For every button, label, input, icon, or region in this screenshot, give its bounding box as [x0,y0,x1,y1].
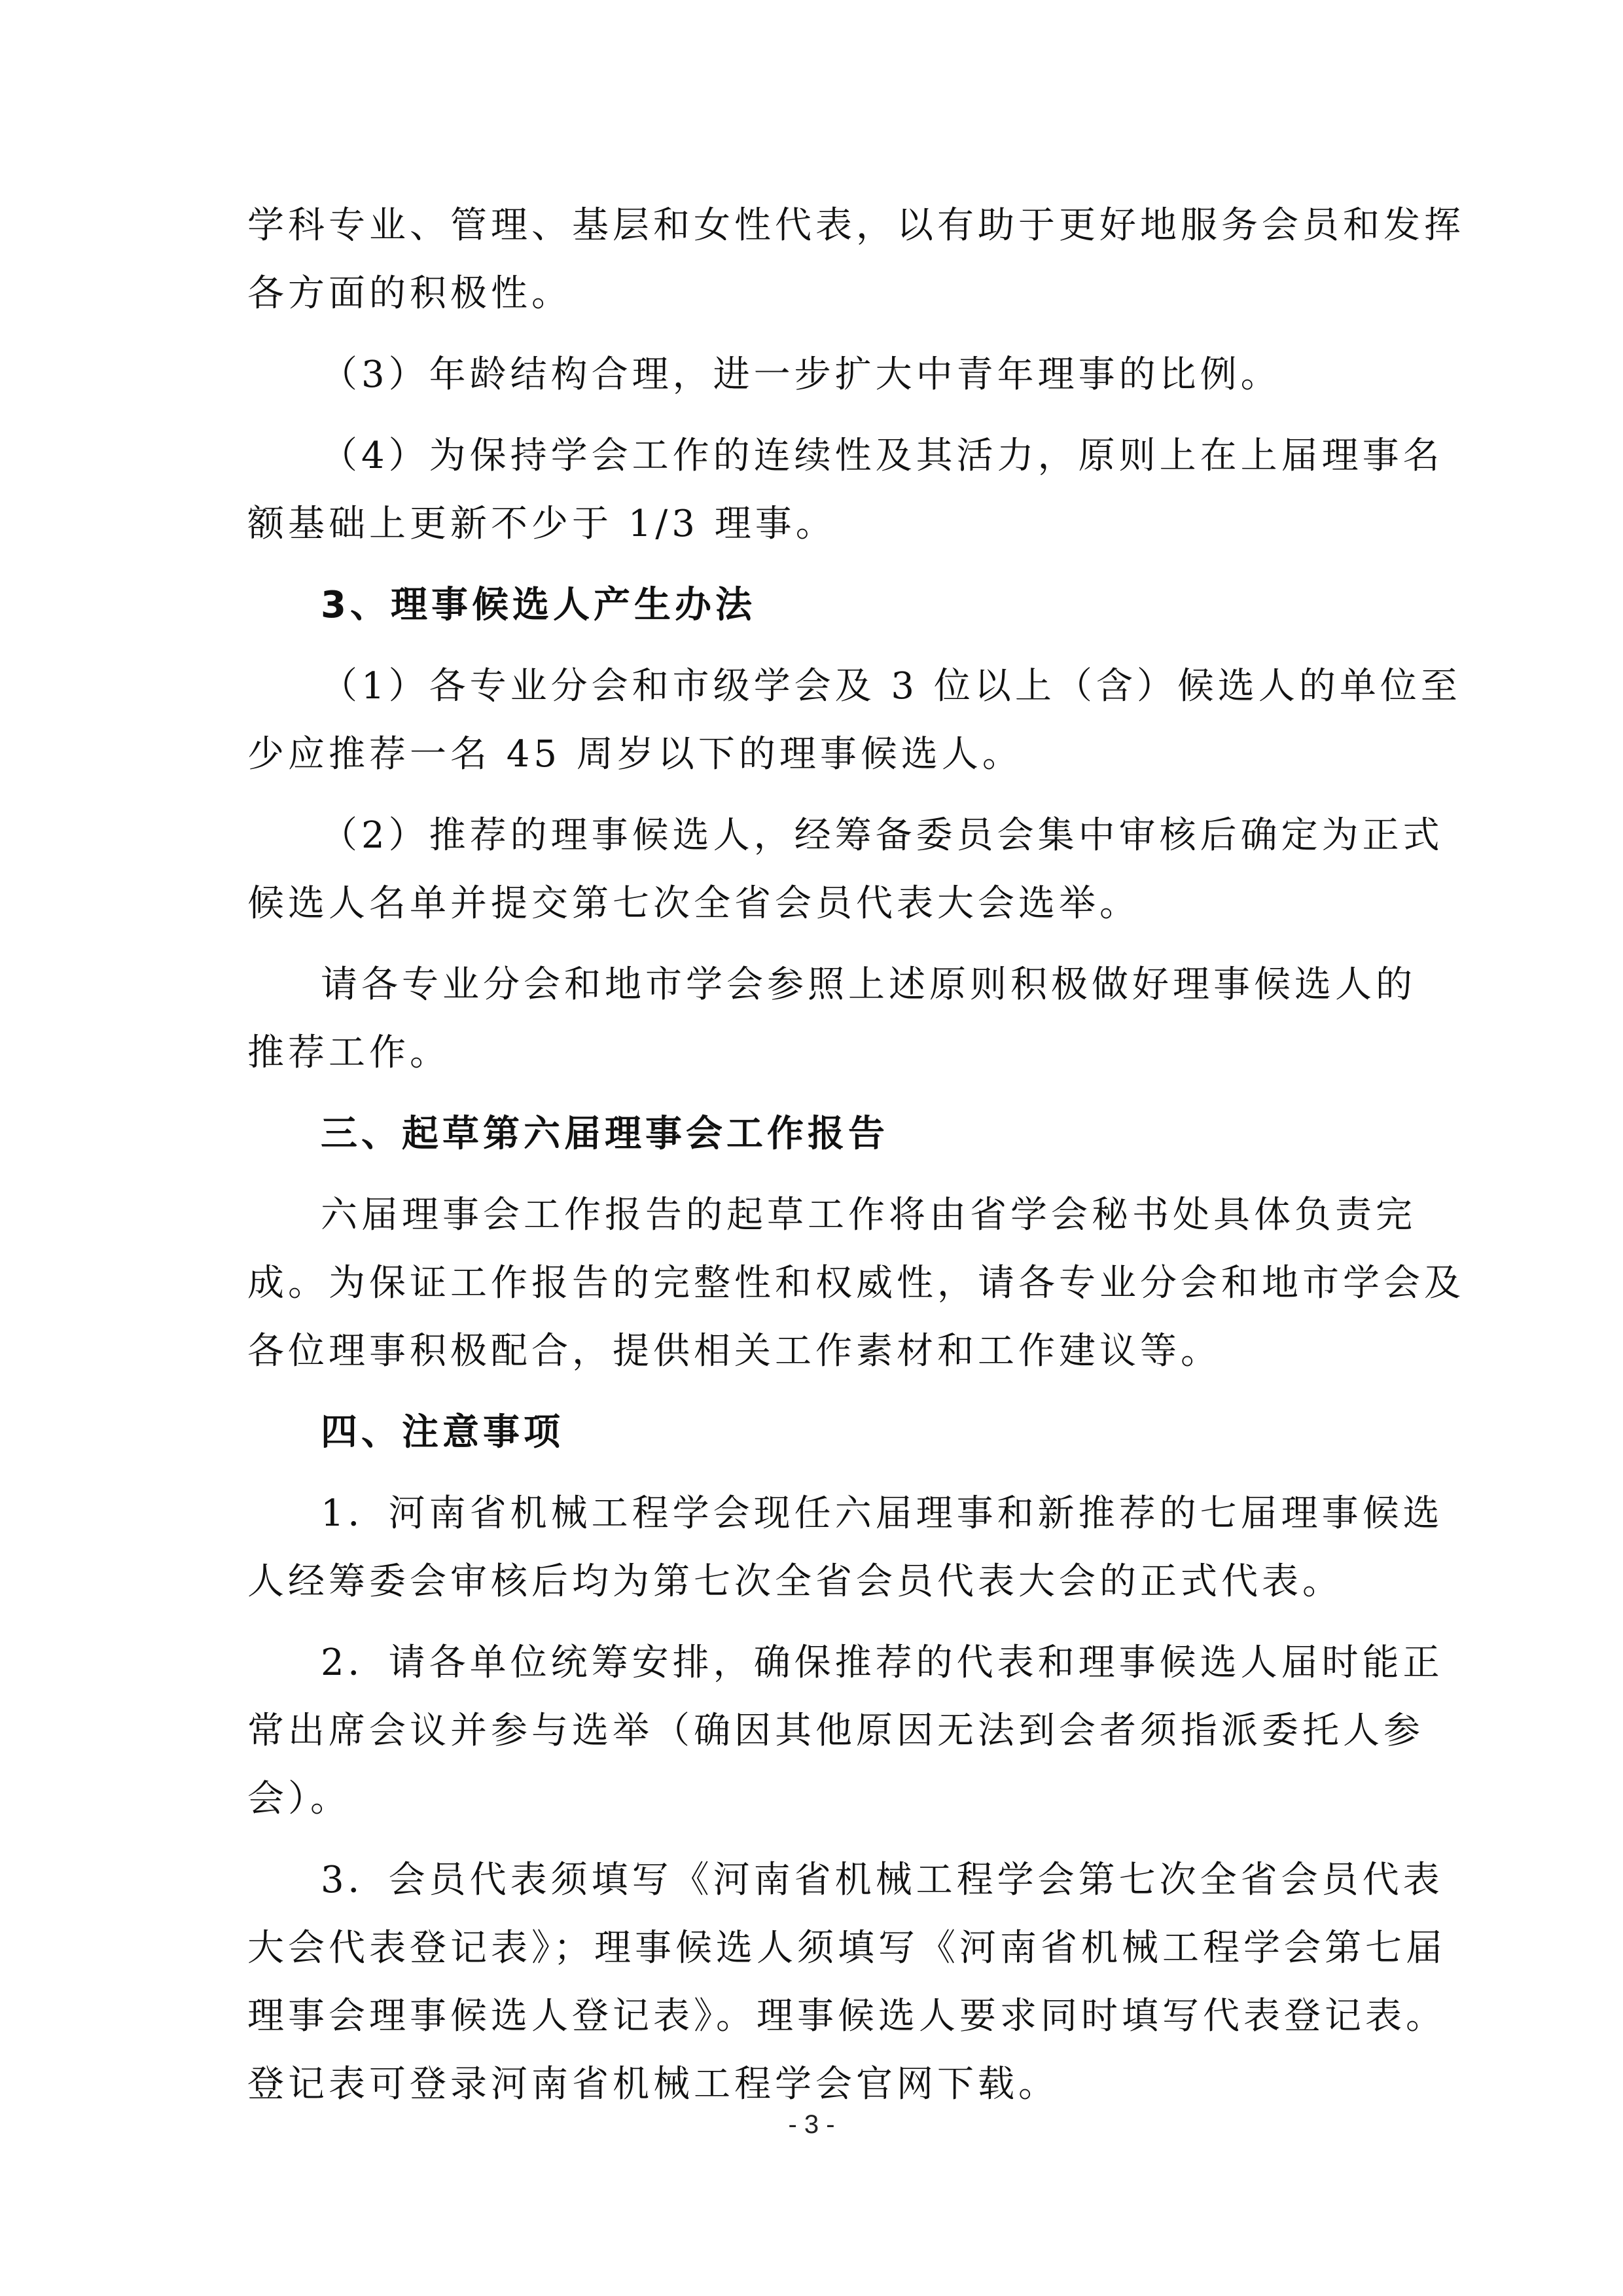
paragraph-line: 少应推荐一名 45 周岁以下的理事候选人。 [247,733,1023,776]
paragraph-line: 理事会理事候选人登记表》。理事候选人要求同时填写代表登记表。 [247,1995,1446,2037]
section-heading: 四、注意事项 [321,1411,564,1454]
paragraph-line: 会）。 [247,1778,351,1820]
paragraph-line: 推荐工作。 [247,1031,450,1074]
paragraph-line: 人经筹委会审核后均为第七次全省会员代表大会的正式代表。 [247,1560,1343,1603]
list-item: 2．请各单位统筹安排，确保推荐的代表和理事候选人届时能正 [321,1641,1444,1684]
list-item: （3）年龄结构合理，进一步扩大中青年理事的比例。 [321,353,1281,396]
list-item: （4）为保持学会工作的连续性及其活力，原则上在上届理事名 [321,435,1444,477]
paragraph-line: 额基础上更新不少于 1/3 理事。 [247,503,836,545]
paragraph-line: 各位理事积极配合，提供相关工作素材和工作建议等。 [247,1330,1221,1372]
list-item: （1）各专业分会和市级学会及 3 位以上（含）候选人的单位至 [321,665,1461,708]
list-item: （2）推荐的理事候选人，经筹备委员会集中审核后确定为正式 [321,814,1444,857]
list-item: 1．河南省机械工程学会现任六届理事和新推荐的七届理事候选 [321,1492,1444,1535]
page-number: - 3 - [788,2110,835,2139]
paragraph-line: 学科专业、管理、基层和女性代表，以有助于更好地服务会员和发挥 [247,204,1465,247]
paragraph-line: 候选人名单并提交第七次全省会员代表大会选举。 [247,882,1140,925]
paragraph-line: 请各专业分会和地市学会参照上述原则积极做好理事候选人的 [321,963,1416,1006]
paragraph-line: 大会代表登记表》；理事候选人须填写《河南省机械工程学会第七届 [247,1927,1446,1969]
section-heading: 三、起草第六届理事会工作报告 [321,1113,889,1155]
paragraph-line: 六届理事会工作报告的起草工作将由省学会秘书处具体负责完 [321,1194,1416,1236]
list-item: 3．会员代表须填写《河南省机械工程学会第七次全省会员代表 [321,1859,1444,1901]
paragraph-line: 登记表可登录河南省机械工程学会官网下载。 [247,2063,1059,2106]
paragraph-line: 各方面的积极性。 [247,272,572,315]
paragraph-line: 成。为保证工作报告的完整性和权威性，请各专业分会和地市学会及 [247,1262,1465,1304]
section-heading: 3、理事候选人产生办法 [321,584,756,626]
paragraph-line: 常出席会议并参与选举（确因其他原因无法到会者须指派委托人参 [247,1710,1424,1752]
